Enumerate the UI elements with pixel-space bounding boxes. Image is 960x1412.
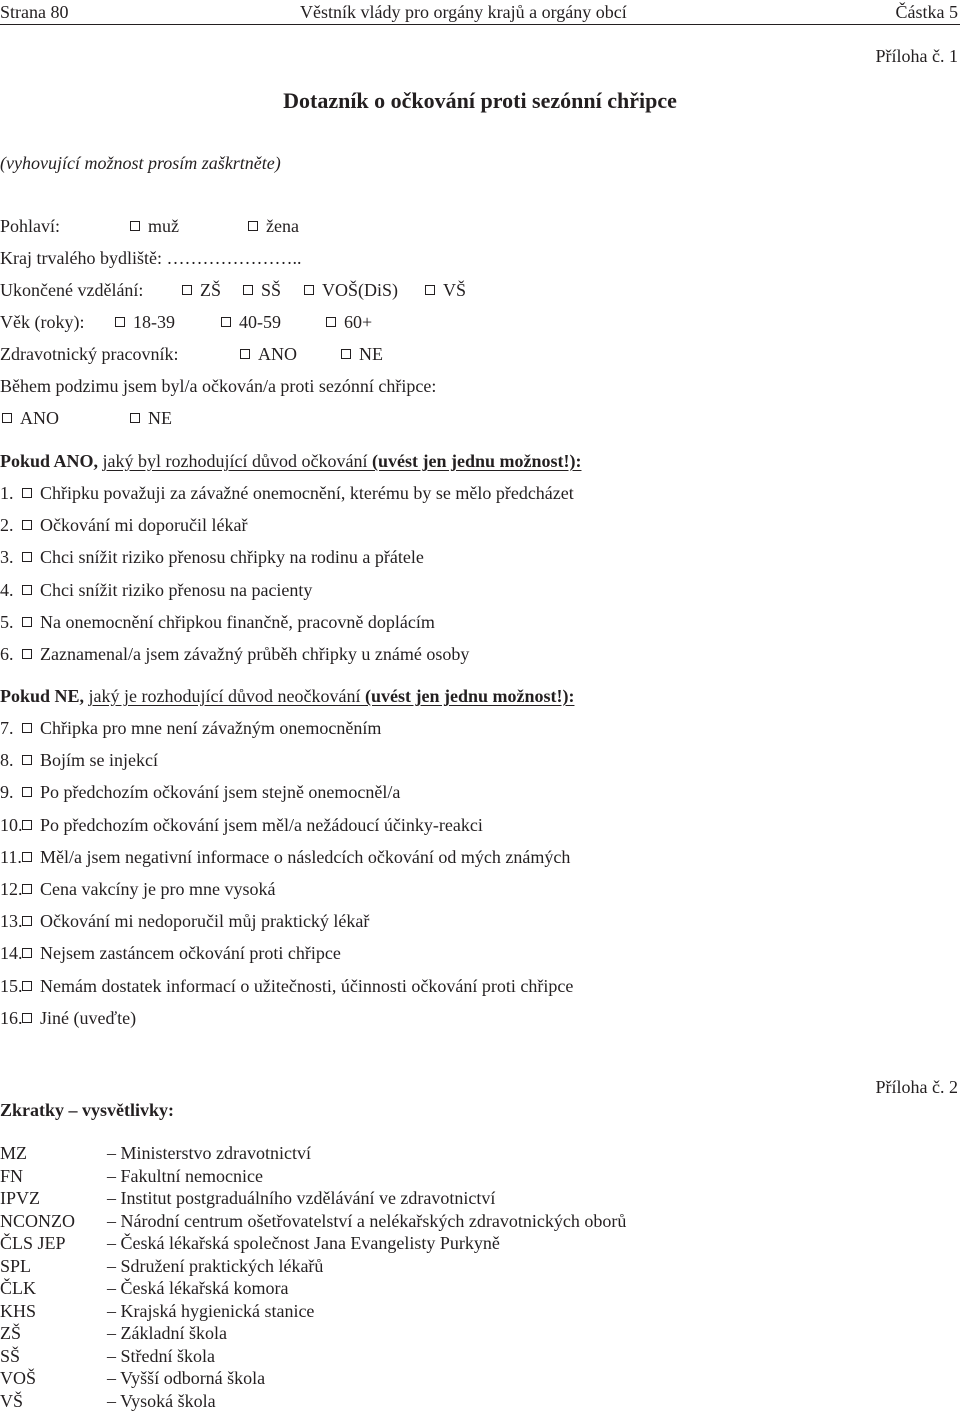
reason-option[interactable] <box>0 750 158 771</box>
checkbox-icon[interactable] <box>22 520 32 530</box>
checkbox-icon[interactable] <box>304 285 314 295</box>
reason-text: Očkování mi nedoporučil můj praktický lékař <box>40 911 370 932</box>
education-option-vs[interactable]: VŠ <box>425 280 466 301</box>
checkbox-icon[interactable] <box>22 981 32 991</box>
checkbox-icon[interactable] <box>22 649 32 659</box>
checkbox-icon[interactable] <box>425 285 435 295</box>
vaccinated-question: Během podzimu jsem byl/a očkován/a proti sezónní chřipce: <box>0 376 437 396</box>
checkbox-icon[interactable] <box>22 820 32 830</box>
checkbox-icon[interactable] <box>182 285 192 295</box>
reason-option[interactable] <box>0 718 381 739</box>
education-option-zs[interactable]: ZŠ <box>182 280 221 301</box>
health-worker-option-no[interactable]: NE <box>341 344 383 365</box>
abbreviation-explanation: – Vyšší odborná škola <box>107 1368 266 1388</box>
reason-option[interactable] <box>0 879 275 900</box>
no-section-heading: Pokud NE, jaký je rozhodující důvod neočkování (uvést jen jednu možnost!): <box>0 686 575 706</box>
abbreviation-term: KHS <box>0 1300 37 1321</box>
reason-option[interactable] <box>0 943 341 964</box>
reason-text: Chřipka pro mne není závažným onemocněním <box>40 718 382 738</box>
reason-option[interactable] <box>0 547 424 568</box>
age-option-60-plus[interactable]: 60+ <box>326 312 372 333</box>
reason-text: Cena vakcíny je pro mne vysoká <box>40 879 276 899</box>
reason-text: Očkování mi doporučil lékař <box>40 515 248 536</box>
abbreviation-explanation: – Vysoká škola <box>107 1390 216 1411</box>
education-option-vos[interactable]: VOŠ(DiS) <box>304 280 398 301</box>
checkbox-icon[interactable] <box>115 317 125 327</box>
reason-number: 7. <box>0 718 14 738</box>
checkbox-icon[interactable] <box>22 948 32 958</box>
abbreviation-explanation: – Institut postgraduálního vzdělávání ve zdravotnictví <box>107 1188 496 1208</box>
reason-number: 4. <box>0 579 14 600</box>
abbreviation-explanation: – Střední škola <box>107 1345 215 1366</box>
annex-1-label: Příloha č. 1 <box>875 46 958 66</box>
yes-section-heading: Pokud ANO, jaký byl rozhodující důvod očkování (uvést jen jednu možnost!): <box>0 451 582 471</box>
checkbox-icon[interactable] <box>326 317 336 327</box>
reason-text: Nejsem zastáncem očkování proti chřipce <box>40 943 341 964</box>
checkbox-icon[interactable] <box>22 617 32 627</box>
reason-text: Chřipku považuji za závažné onemocnění, kterému by se mělo předcházet <box>40 483 574 503</box>
sex-label: Pohlaví: <box>0 216 61 236</box>
reason-number: 16. <box>0 1007 23 1028</box>
health-worker-label: Zdravotnický pracovník: <box>0 344 179 364</box>
reason-option[interactable] <box>0 976 573 997</box>
reason-option[interactable] <box>0 847 570 868</box>
reason-option[interactable] <box>0 644 469 665</box>
reason-text: Po předchozím očkování jsem stejně onemocněl/a <box>40 782 401 803</box>
reason-text: Měl/a jsem negativní informace o následcích očkování od mých známých <box>40 846 571 867</box>
age-option-40-59[interactable]: 40-59 <box>221 312 281 333</box>
abbreviation-explanation: – Sdružení praktických lékařů <box>107 1255 324 1276</box>
abbreviation-explanation: – Základní škola <box>107 1323 227 1343</box>
region-field: Kraj trvalého bydliště: ………………….. <box>0 248 302 268</box>
abbreviation-term: SŠ <box>0 1345 21 1366</box>
header-rule <box>0 24 960 25</box>
abbreviation-term: ČLS JEP <box>0 1233 66 1253</box>
reason-text: Zaznamenal/a jsem závažný průběh chřipky u známé osoby <box>40 644 470 664</box>
reason-number: 6. <box>0 644 14 664</box>
checkbox-icon[interactable] <box>130 413 140 423</box>
reason-option[interactable] <box>0 782 400 803</box>
header-page-number: Strana 80 <box>0 2 69 22</box>
checkbox-icon[interactable] <box>22 787 32 797</box>
abbreviation-term: FN <box>0 1165 24 1186</box>
abbreviations-title: Zkratky – vysvětlivky: <box>0 1100 175 1120</box>
region-fill-in[interactable]: ………………….. <box>166 248 302 268</box>
age-label: Věk (roky): <box>0 312 85 332</box>
checkbox-icon[interactable] <box>22 488 32 498</box>
abbreviation-term: VŠ <box>0 1390 24 1411</box>
abbreviation-term: ČLK <box>0 1278 36 1298</box>
reason-number: 2. <box>0 515 14 536</box>
vaccinated-option-no[interactable]: NE <box>130 408 172 429</box>
reason-number: 10. <box>0 814 23 835</box>
checkbox-icon[interactable] <box>221 317 231 327</box>
reason-number: 5. <box>0 611 14 632</box>
instruction-text: (vyhovující možnost prosím zaškrtněte) <box>0 153 281 173</box>
reason-text: Bojím se injekcí <box>40 750 158 771</box>
checkbox-icon[interactable] <box>22 884 32 894</box>
checkbox-icon[interactable] <box>341 349 351 359</box>
abbreviation-term: SPL <box>0 1255 32 1276</box>
reason-text: Nemám dostatek informací o užitečnosti, účinnosti očkování proti chřipce <box>40 975 574 996</box>
reason-text: Na onemocnění chřipkou finančně, pracovně doplácím <box>40 611 435 632</box>
reason-number: 15. <box>0 975 23 996</box>
checkbox-icon[interactable] <box>22 552 32 562</box>
reason-option[interactable] <box>0 911 369 932</box>
header-issue: Částka 5 <box>895 2 958 22</box>
abbreviation-term: NCONZO <box>0 1210 75 1231</box>
abbreviation-explanation: – Česká lékařská komora <box>107 1278 289 1298</box>
checkbox-icon[interactable] <box>240 349 250 359</box>
abbreviation-term: IPVZ <box>0 1188 40 1208</box>
checkbox-icon[interactable] <box>22 916 32 926</box>
checkbox-icon[interactable] <box>130 221 140 231</box>
header-journal-title: Věstník vlády pro orgány krajů a orgány obcí <box>300 2 627 22</box>
reason-number: 9. <box>0 782 14 803</box>
vaccinated-option-yes[interactable]: ANO <box>2 408 59 429</box>
reason-option[interactable] <box>0 483 574 504</box>
checkbox-icon[interactable] <box>22 585 32 595</box>
checkbox-icon[interactable] <box>22 1013 32 1023</box>
annex-2-label: Příloha č. 2 <box>875 1077 958 1097</box>
reason-number: 3. <box>0 547 14 568</box>
reason-text: Jiné (uveďte) <box>40 1007 137 1028</box>
reason-text: Chci snížit riziko přenosu chřipky na rodinu a přátele <box>40 547 424 568</box>
reason-number: 8. <box>0 750 14 771</box>
checkbox-icon[interactable] <box>2 413 12 423</box>
reason-number: 14. <box>0 943 23 964</box>
abbreviation-term: MZ <box>0 1143 27 1163</box>
reason-option[interactable] <box>0 580 312 601</box>
checkbox-icon[interactable] <box>22 723 32 733</box>
checkbox-icon[interactable] <box>22 755 32 765</box>
health-worker-option-yes[interactable]: ANO <box>240 344 297 365</box>
sex-option-female[interactable]: žena <box>248 216 299 237</box>
abbreviation-explanation: – Česká lékařská společnost Jana Evangelisty Purkyně <box>107 1233 500 1253</box>
reason-number: 1. <box>0 483 14 503</box>
abbreviation-explanation: – Fakultní nemocnice <box>107 1165 263 1186</box>
reason-text: Chci snížit riziko přenosu na pacienty <box>40 579 313 600</box>
reason-number: 11. <box>0 846 22 867</box>
abbreviation-term: ZŠ <box>0 1323 22 1343</box>
reason-number: 12. <box>0 879 23 899</box>
abbreviation-explanation: – Ministerstvo zdravotnictví <box>107 1143 311 1163</box>
education-label: Ukončené vzdělání: <box>0 280 144 300</box>
sex-option-male[interactable]: muž <box>130 216 179 237</box>
checkbox-icon[interactable] <box>22 852 32 862</box>
abbreviation-explanation: – Krajská hygienická stanice <box>107 1300 315 1321</box>
page-title: Dotazník o očkování proti sezónní chřipce <box>283 88 677 113</box>
abbreviation-term: VOŠ <box>0 1368 37 1388</box>
reason-option[interactable] <box>0 1008 136 1029</box>
reason-number: 13. <box>0 911 23 932</box>
reason-option[interactable] <box>0 612 435 633</box>
education-option-ss[interactable]: SŠ <box>243 280 281 301</box>
abbreviation-explanation: – Národní centrum ošetřovatelství a nelékařských zdravotnických oborů <box>107 1210 627 1231</box>
reason-option[interactable] <box>0 515 247 536</box>
checkbox-icon[interactable] <box>248 221 258 231</box>
age-option-18-39[interactable]: 18-39 <box>115 312 175 333</box>
reason-text: Po předchozím očkování jsem měl/a nežádoucí účinky-reakci <box>40 814 483 835</box>
checkbox-icon[interactable] <box>243 285 253 295</box>
reason-option[interactable] <box>0 815 483 836</box>
